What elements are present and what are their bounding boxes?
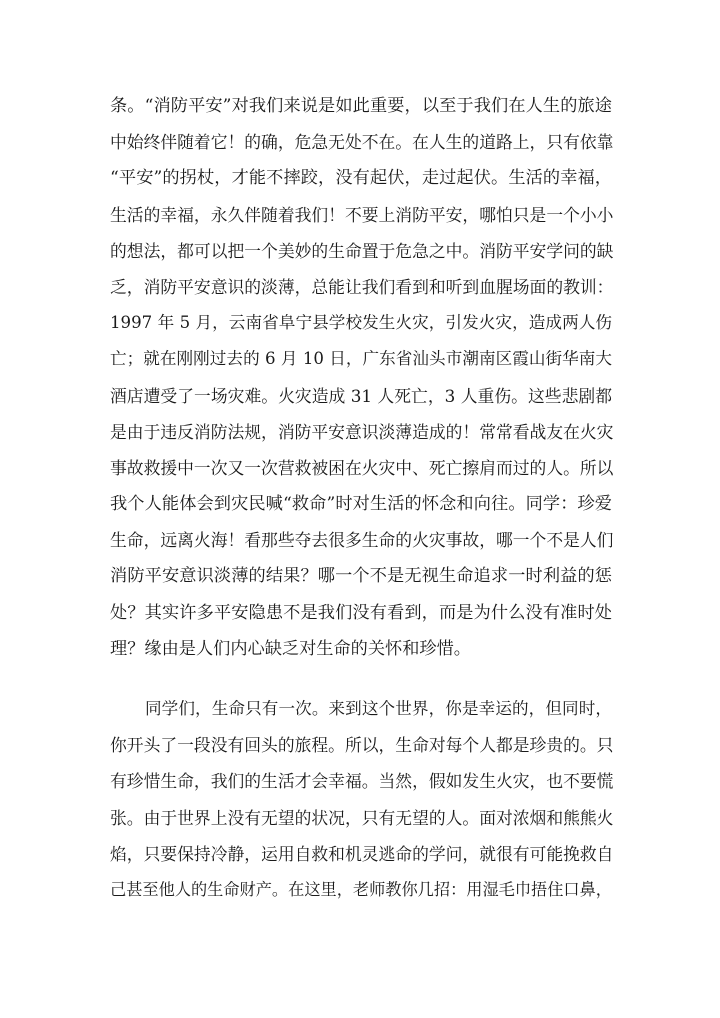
paragraph-line: 酒店遭受了一场灾难。火灾造成 31 人死亡，3 人重伤。这些悲剧都: [110, 385, 612, 406]
paragraph-line: 条。“消防平安”对我们来说是如此重要，以至于我们在人生的旅途: [110, 96, 612, 116]
paragraph-2: [110, 691, 612, 908]
paragraph-line: 焰，只要保持冷静，运用自救和机灵逃命的学问，就很有可能挽救自: [110, 843, 614, 864]
paragraph-line: 乏，消防平安意识的淡薄，总能让我们看到和听到血腥场面的教训：: [110, 276, 614, 297]
paragraph-line: 的想法，都可以把一个美妙的生命置于危急之中。消防平安学问的缺: [110, 240, 614, 261]
paragraph-line: 己甚至他人的生命财产。在这里，老师教你几招：用湿毛巾捂住口鼻，: [110, 879, 612, 899]
paragraph-line: “平安”的拐杖，才能不摔跤，没有起伏，走过起伏。生活的幸福，: [110, 168, 612, 189]
paragraph-line: 中始终伴随着它！的确，危急无处不在。在人生的道路上，只有依靠: [110, 132, 614, 153]
paragraph-line: 同学们，生命只有一次。来到这个世界，你是幸运的，但同时，: [145, 699, 612, 718]
paragraph-line: 事故救援中一次又一次营救被困在火灾中、死亡擦肩而过的人。所以: [110, 457, 614, 478]
paragraph-line: 有珍惜生命，我们的生活才会幸福。当然，假如发生火灾，也不要慌: [110, 771, 614, 792]
paragraph-line: 你开头了一段没有回头的旅程。所以，生命对每个人都是珍贵的。只: [110, 735, 614, 756]
paragraph-line: 张。由于世界上没有无望的状况，只有无望的人。面对浓烟和熊熊火: [110, 807, 614, 828]
paragraph-line: 消防平安意识淡薄的结果？哪一个不是无视生命追求一时利益的惩: [110, 566, 612, 587]
paragraph-line: 是由于违反消防法规，消防平安意识淡薄造成的！常常看战友在火灾: [110, 421, 614, 442]
paragraph-1: [110, 88, 612, 667]
paragraph-line: 生活的幸福，永久伴随着我们！不要上消防平安，哪怕只是一个小小: [110, 204, 614, 225]
paragraph-line: 生命，远离火海！看那些夺去很多生命的火灾事故，哪一个不是人们: [110, 530, 614, 551]
paragraph-line: 亡；就在刚刚过去的 6 月 10 日，广东省汕头市潮南区霞山街华南大: [110, 349, 612, 369]
paragraph-line: 处？其实许多平安隐患不是我们没有看到，而是为什么没有准时处: [110, 602, 612, 623]
paragraph-line: 理？缘由是人们内心缺乏对生命的关怀和珍惜。: [110, 638, 471, 659]
paragraph-line: 1997 年 5 月，云南省阜宁县学校发生火灾，引发火灾，造成两人伤: [110, 313, 612, 333]
paragraph-line: 我个人能体会到灾民喊“救命”时对生活的怀念和向往。同学：珍爱: [110, 494, 612, 515]
